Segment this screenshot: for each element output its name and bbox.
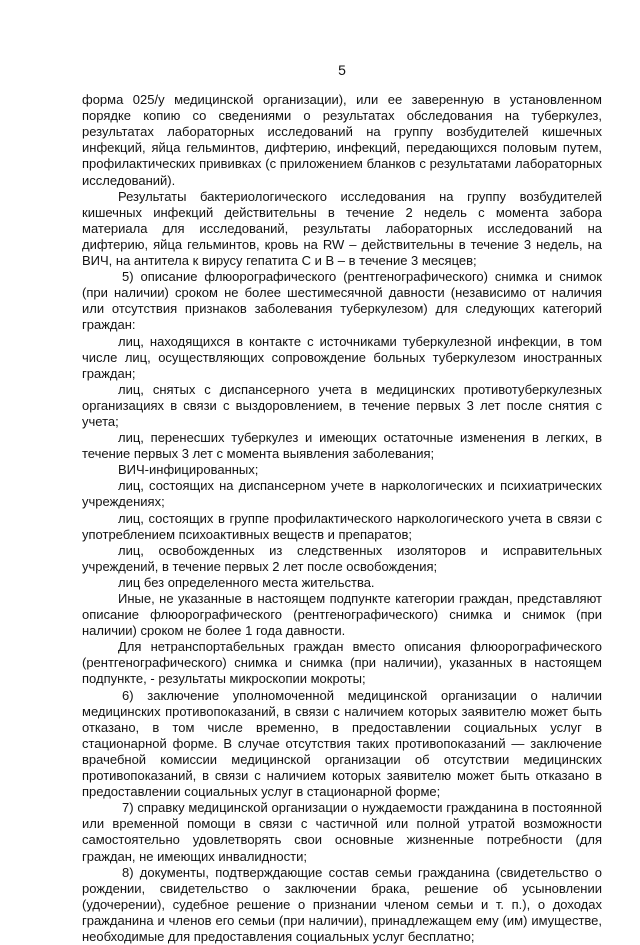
- paragraph-medical-form-continuation: форма 025/у медицинской организации), или ее заверенную в установленном порядке копию со сведениями о результатах обследования на туберкулез, результатах лабораторных исследований на группу возбудителей кишечных инфекций, яйца гельминтов, дифтерию, инфекций, передающихся половым путем, профилактических прививках (с приложением бланков с результатами лабораторных исследований).: [82, 92, 602, 188]
- paragraph-item-6-contraindications: 6) заключение уполномоченной медицинской организации о наличии медицинских противопоказаний, в связи с наличием которых заявителю может быть отказано, в том числе временно, в предоставлении социальных услуг в стационарной форме. В случае отсутствия таких противопоказаний — заключение врачебной комиссии медицинской организации об отсутствии медицинских противопоказаний, в связи с наличием которых заявителю может быть отказано в предоставлении социальных услуг в стационарной форме;: [82, 687, 602, 800]
- paragraph-other-categories: Иные, не указанные в настоящем подпункте категории граждан, представляют описание флюорографического (рентгенографического) снимка и снимок (при наличии) сроком не более 1 года давности.: [82, 591, 602, 639]
- paragraph-category-hiv: ВИЧ-инфицированных;: [118, 462, 259, 478]
- paragraph-category-preventive: лиц, состоящих в группе профилактического наркологического учета в связи с употреблением психоактивных веществ и препаратов;: [82, 510, 602, 542]
- paragraph-category-released: лиц, освобожденных из следственных изоляторов и исправительных учреждений, в течение первых 2 лет после освобождения;: [82, 542, 602, 574]
- paragraph-item-7-certificate: 7) справку медицинской организации о нуждаемости гражданина в постоянной или временной помощи в связи с частичной или полной утратой возможности самостоятельно удовлетворять свои основные жизненные потребности (для граждан, не имеющих инвалидности;: [82, 800, 602, 864]
- paragraph-category-narcology: лиц, состоящих на диспансерном учете в наркологических и психиатрических учреждениях;: [82, 478, 602, 510]
- paragraph-non-transportable: Для нетранспортабельных граждан вместо описания флюорографического (рентгенографического) снимка и снимка (при наличии), указанных в настоящем подпункте, - результаты микроскопии мокроты;: [82, 639, 602, 687]
- paragraph-category-deregistered: лиц, снятых с диспансерного учета в медицинских противотуберкулезных организациях в связи с выздоровлением, в течение первых 3 лет после снятия с учета;: [82, 381, 602, 429]
- paragraph-item-8-documents: 8) документы, подтверждающие состав семьи гражданина (свидетельство о рождении, свидетельство о заключении брака, решение об усыновлении (удочерении), судебное решение о признании членом семьи и т. п.), о доходах гражданина и членов его семьи (при наличии), принадлежащем ему (им) имуществе, необходимые для предоставления социальных услуг бесплатно;: [82, 864, 602, 944]
- paragraph-category-homeless: лиц без определенного места жительства.: [118, 574, 375, 590]
- paragraph-test-validity: Результаты бактериологического исследования на группу возбудителей кишечных инфекций действительны в течение 2 недель с момента забора материала для исследований, результаты лабораторных исследований на дифтерию, яйца гельминтов, кровь на RW – действительны в течение 3 недель, на ВИЧ, на антитела к вирусу гепатита С и В – в течение 3 месяцев;: [82, 188, 602, 269]
- paragraph-item-5-fluorography: 5) описание флюорографического (рентгенографического) снимка и снимок (при наличии) сроком не более шестимесячной давности (независимо от наличия или отсутствия признаков заболевания туберкулезом) для следующих категорий граждан:: [82, 269, 602, 333]
- paragraph-category-contact: лиц, находящихся в контакте с источниками туберкулезной инфекции, в том числе лиц, осуществляющих сопровождение больных туберкулезом иностранных граждан;: [82, 333, 602, 381]
- page-number: 5: [338, 62, 346, 78]
- paragraph-category-recovered: лиц, перенесших туберкулез и имеющих остаточные изменения в легких, в течение первых 3 лет с момента выявления заболевания;: [82, 430, 602, 462]
